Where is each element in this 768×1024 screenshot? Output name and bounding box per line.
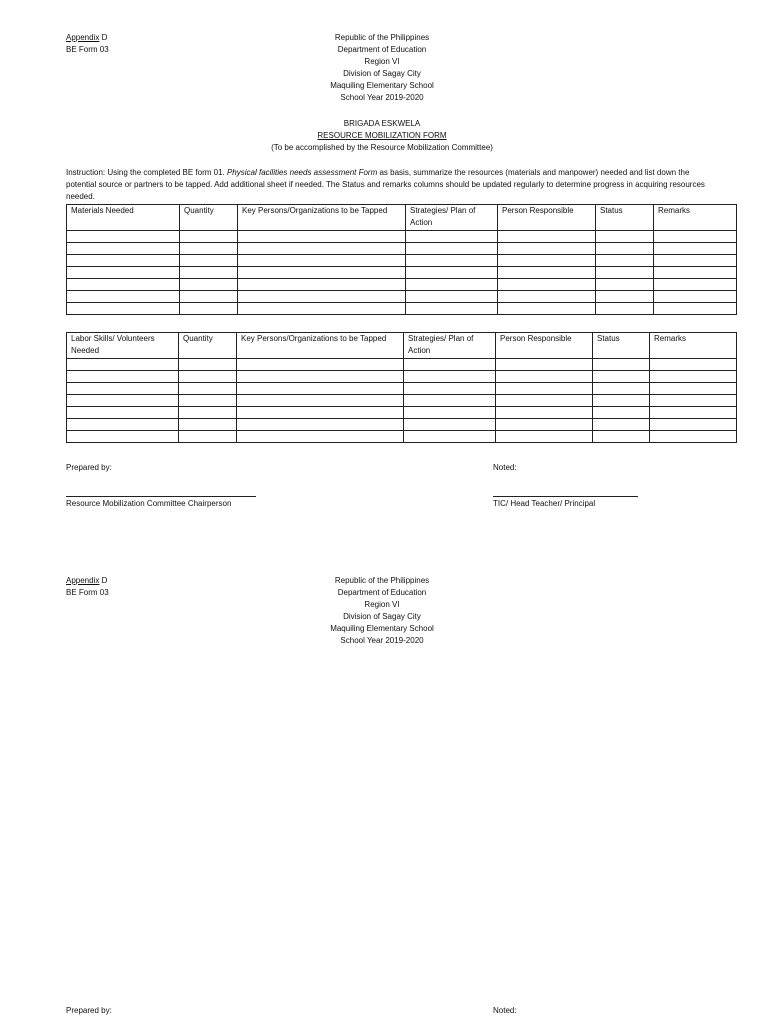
table-cell[interactable] [404,407,496,419]
table-cell[interactable] [404,431,496,443]
table-cell[interactable] [179,371,237,383]
table-row [67,407,737,419]
principal-signature-line[interactable] [493,496,638,497]
table-cell[interactable] [596,231,654,243]
table-cell[interactable] [496,359,593,371]
table-cell[interactable] [498,267,596,279]
table-cell[interactable] [180,243,238,255]
table-cell[interactable] [237,431,404,443]
table-cell[interactable] [498,279,596,291]
table-cell[interactable] [498,231,596,243]
header-line-region: Region VI [364,57,400,66]
table-cell[interactable] [404,395,496,407]
labor-table-body [67,359,737,443]
table-cell[interactable] [179,359,237,371]
table-cell[interactable] [650,359,737,371]
table-cell[interactable] [654,303,737,315]
table-cell[interactable] [180,303,238,315]
table-cell[interactable] [650,371,737,383]
form-code-page2: BE Form 03 [66,588,109,597]
table-cell[interactable] [237,395,404,407]
table-cell[interactable] [596,243,654,255]
col-person-responsible: Person Responsible [498,205,596,231]
header-line-republic: Republic of the Philippines [334,576,430,585]
table-cell[interactable] [180,231,238,243]
table-cell[interactable] [496,371,593,383]
table-row [67,359,737,371]
header-line-school: Maquiling Elementary School [330,624,434,633]
table-cell[interactable] [596,279,654,291]
chairperson-signature-line[interactable] [66,496,256,497]
instruction-italic: Physical facilities needs assessment Form [226,168,378,177]
table-cell[interactable] [406,279,498,291]
table-cell[interactable] [238,291,406,303]
table-cell[interactable] [67,431,179,443]
table-cell[interactable] [67,359,179,371]
noted-label: Noted: [493,463,517,472]
table-cell[interactable] [496,383,593,395]
table-row [67,291,737,303]
table-cell[interactable] [596,255,654,267]
table-cell[interactable] [67,255,180,267]
col-person-responsible: Person Responsible [496,333,593,359]
table-row [67,279,737,291]
instruction-part2: as basis, summarize the resources (materials and manpower) needed and list down the potential source or partners to be tapped. Add additional sheet if needed. The Status and remarks columns should be updated regularly to determine progress in acquiring resources needed. [66,168,705,201]
table-cell[interactable] [404,419,496,431]
appendix-word: Appendix [66,576,100,585]
table-cell[interactable] [238,267,406,279]
appendix-letter: D [101,576,108,585]
table-cell[interactable] [237,359,404,371]
header-line-department: Department of Education [337,588,427,597]
form-name: RESOURCE MOBILIZATION FORM [317,131,447,140]
table-cell[interactable] [406,267,498,279]
table-cell[interactable] [404,359,496,371]
table-cell[interactable] [238,279,406,291]
table-row [67,303,737,315]
table-cell[interactable] [406,255,498,267]
table-cell[interactable] [593,395,650,407]
table-cell[interactable] [654,231,737,243]
table-cell[interactable] [238,243,406,255]
table-cell[interactable] [596,267,654,279]
table-cell[interactable] [654,255,737,267]
table-cell[interactable] [179,395,237,407]
header-line-region: Region VI [364,600,400,609]
table-cell[interactable] [406,231,498,243]
appendix-letter: D [101,33,108,42]
form-subtitle: (To be accomplished by the Resource Mobilization Committee) [271,143,493,152]
col-strategies: Strategies/ Plan of Action [404,333,496,359]
table-cell[interactable] [406,243,498,255]
table-cell[interactable] [67,371,179,383]
col-remarks: Remarks [654,205,737,231]
table-cell[interactable] [237,419,404,431]
table-cell[interactable] [67,419,179,431]
table-cell[interactable] [179,431,237,443]
table-row [67,243,737,255]
table-cell[interactable] [67,395,179,407]
table-row [67,419,737,431]
table-cell[interactable] [654,279,737,291]
table-cell[interactable] [179,419,237,431]
col-remarks: Remarks [650,333,737,359]
col-labor-skills: Labor Skills/ Volunteers Needed [67,333,179,359]
col-status: Status [593,333,650,359]
appendix-label-page2 [66,575,107,587]
table-cell[interactable] [67,279,180,291]
table-cell[interactable] [180,291,238,303]
table-cell[interactable] [654,291,737,303]
table-cell[interactable] [238,231,406,243]
table-cell[interactable] [404,371,496,383]
header-line-department: Department of Education [337,45,427,54]
table-cell[interactable] [498,243,596,255]
table-cell[interactable] [596,303,654,315]
table-cell[interactable] [498,303,596,315]
materials-table [66,204,737,315]
table-cell[interactable] [654,267,737,279]
col-key-persons: Key Persons/Organizations to be Tapped [238,205,406,231]
table-cell[interactable] [406,291,498,303]
table-cell[interactable] [67,407,179,419]
labor-header-row [67,333,737,359]
table-cell[interactable] [67,243,180,255]
table-cell[interactable] [496,431,593,443]
col-quantity: Quantity [180,205,238,231]
table-cell[interactable] [593,371,650,383]
table-cell[interactable] [496,395,593,407]
prepared-by-label-page2: Prepared by: [66,1006,112,1015]
table-cell[interactable] [238,303,406,315]
appendix-label [66,32,107,44]
principal-title: TIC/ Head Teacher/ Principal [493,499,596,508]
table-cell[interactable] [496,419,593,431]
table-cell[interactable] [406,303,498,315]
instruction-part1: Instruction: Using the completed BE form 01. [66,168,227,177]
chairperson-title: Resource Mobilization Committee Chairperson [66,499,232,508]
table-cell[interactable] [593,419,650,431]
materials-header-row [67,205,737,231]
col-strategies: Strategies/ Plan of Action [406,205,498,231]
header-line-school-year: School Year 2019-2020 [340,93,424,102]
materials-table-body [67,231,737,315]
form-code: BE Form 03 [66,45,109,54]
table-cell[interactable] [650,395,737,407]
table-cell[interactable] [650,419,737,431]
table-cell[interactable] [593,383,650,395]
table-cell[interactable] [237,383,404,395]
table-cell[interactable] [180,279,238,291]
labor-table [66,332,737,443]
table-cell[interactable] [593,407,650,419]
table-cell[interactable] [654,243,737,255]
table-row [67,383,737,395]
table-cell[interactable] [179,383,237,395]
header-line-school: Maquiling Elementary School [330,81,434,90]
table-cell[interactable] [237,371,404,383]
table-row [67,231,737,243]
header-line-school-year: School Year 2019-2020 [340,636,424,645]
table-cell[interactable] [498,255,596,267]
program-name: BRIGADA ESKWELA [343,119,421,128]
table-row [67,431,737,443]
table-cell[interactable] [650,407,737,419]
noted-label-page2: Noted: [493,1006,517,1015]
school-header-page2 [232,575,532,647]
table-cell[interactable] [496,407,593,419]
table-cell[interactable] [650,431,737,443]
instruction-text [66,167,706,203]
table-cell[interactable] [67,383,179,395]
table-row [67,255,737,267]
table-cell[interactable] [67,231,180,243]
table-cell[interactable] [67,291,180,303]
prepared-by-label: Prepared by: [66,463,112,472]
col-quantity: Quantity [179,333,237,359]
table-cell[interactable] [238,255,406,267]
table-cell[interactable] [404,383,496,395]
header-line-division: Division of Sagay City [343,69,421,78]
table-cell[interactable] [180,267,238,279]
table-cell[interactable] [237,407,404,419]
school-header [232,32,532,104]
table-cell[interactable] [67,267,180,279]
table-row [67,395,737,407]
table-cell[interactable] [498,291,596,303]
col-key-persons: Key Persons/Organizations to be Tapped [237,333,404,359]
form-title-block [232,118,532,154]
table-cell[interactable] [593,431,650,443]
header-line-division: Division of Sagay City [343,612,421,621]
col-materials-needed: Materials Needed [67,205,180,231]
table-cell[interactable] [593,359,650,371]
header-line-republic: Republic of the Philippines [334,33,430,42]
col-status: Status [596,205,654,231]
table-cell[interactable] [596,291,654,303]
table-row [67,371,737,383]
table-cell[interactable] [180,255,238,267]
table-cell[interactable] [650,383,737,395]
table-row [67,267,737,279]
table-cell[interactable] [67,303,180,315]
table-cell[interactable] [179,407,237,419]
appendix-word: Appendix [66,33,100,42]
